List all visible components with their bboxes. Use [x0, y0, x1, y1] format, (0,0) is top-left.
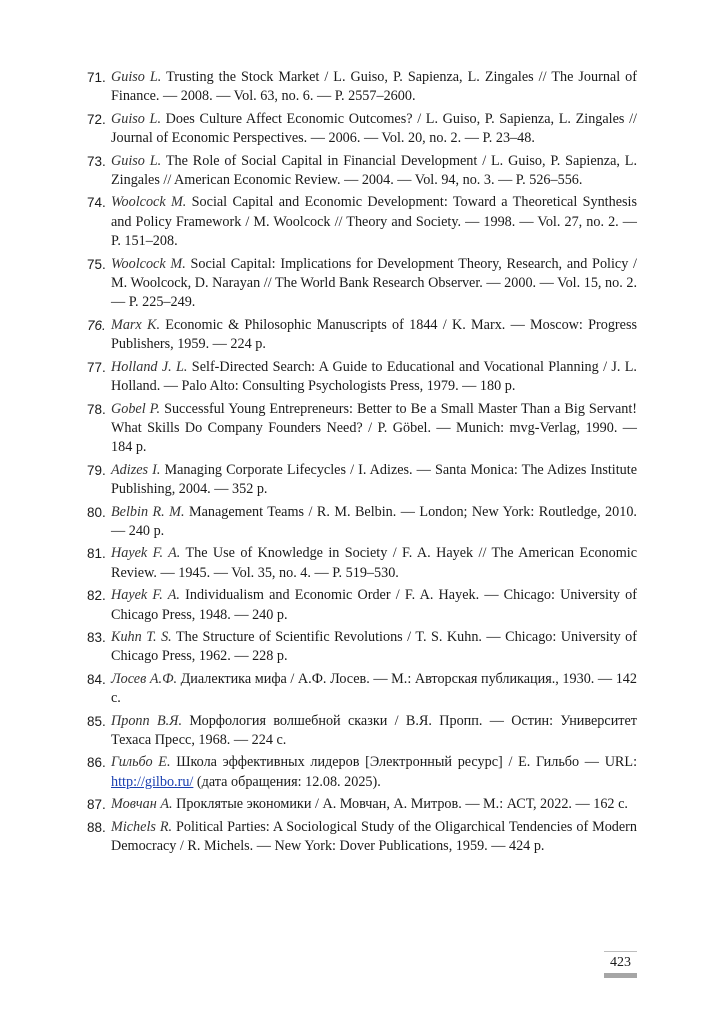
reference-item	[87, 358, 637, 397]
reference-author: Hayek F. A.	[111, 545, 181, 562]
reference-item	[87, 712, 637, 751]
reference-number: 83.	[87, 629, 106, 645]
reference-item	[87, 152, 637, 191]
reference-author: Marx K.	[111, 316, 161, 333]
reference-item	[87, 628, 637, 667]
reference-item	[87, 68, 637, 107]
reference-number: 75.	[87, 256, 106, 272]
reference-text: Managing Corporate Lifecycles / I. Adizes. — Santa Monica: The Adizes Institute Publishing, 2004. — 352 p.	[111, 461, 637, 498]
reference-item	[87, 110, 637, 149]
reference-item	[87, 795, 637, 814]
reference-item	[87, 544, 637, 583]
reference-author: Michels R.	[111, 818, 173, 835]
reference-author: Гильбо Е.	[111, 754, 171, 771]
reference-text: Does Culture Affect Economic Outcomes? / L. Guiso, P. Sapienza, L. Zingales // Journal of Economic Perspectives. — 2006. — Vol. 20, no. 2. — P. 23–48.	[111, 110, 637, 147]
reference-text: The Role of Social Capital in Financial Development / L. Guiso, P. Sapienza, L. Zingales // American Economic Review. — 2004. — Vol. 94, no. 3. — P. 526–556.	[111, 152, 637, 189]
reference-number: 87.	[87, 797, 106, 813]
reference-number: 76.	[87, 317, 106, 333]
reference-number: 80.	[87, 504, 106, 520]
reference-number: 81.	[87, 546, 106, 562]
reference-item	[87, 753, 637, 792]
reference-item	[87, 503, 637, 542]
reference-author: Kuhn T. S.	[111, 628, 172, 645]
reference-number: 82.	[87, 588, 106, 604]
reference-text: The Structure of Scientific Revolutions / T. S. Kuhn. — Chicago: University of Chicago Press, 1962. — 228 p.	[111, 628, 637, 665]
reference-text: Self-Directed Search: A Guide to Educational and Vocational Planning / J. L. Holland. — Palo Alto: Consulting Psychologists Press, 1979. — 180 p.	[111, 358, 637, 395]
reference-author: Woolcock M.	[111, 194, 187, 211]
reference-item	[87, 400, 637, 458]
reference-text: Морфология волшебной сказки / В.Я. Пропп. — Остин: Университет Техаса Пресс, 1968. — 224 с.	[111, 712, 637, 748]
reference-author: Hayek F. A.	[111, 587, 180, 604]
reference-text: Проклятые экономики / А. Мовчан, А. Митров. — М.: АСТ, 2022. — 162 с.	[172, 796, 628, 813]
reference-author: Gobel P.	[111, 400, 161, 417]
reference-number: 78.	[87, 401, 106, 417]
reference-number: 86.	[87, 755, 106, 771]
reference-item	[87, 193, 637, 251]
reference-number: 79.	[87, 462, 106, 478]
reference-number: 74.	[87, 195, 106, 211]
reference-author: Adizes I.	[111, 461, 161, 478]
reference-text: Economic & Philosophic Manuscripts of 1844 / K. Marx. — Moscow: Progress Publishers, 1959. — 224 p.	[111, 316, 637, 353]
reference-number: 77.	[87, 359, 106, 375]
reference-text: Trusting the Stock Market / L. Guiso, P. Sapienza, L. Zingales // The Journal of Finance. — 2008. — Vol. 63, no. 6. — P. 2557–2600.	[111, 69, 637, 105]
reference-item	[87, 818, 637, 857]
reference-number: 84.	[87, 671, 106, 687]
reference-item	[87, 316, 637, 355]
reference-number: 88.	[87, 819, 106, 835]
reference-item	[87, 670, 637, 709]
reference-number: 73.	[87, 153, 106, 169]
reference-text: The Use of Knowledge in Society / F. A. Hayek // The American Economic Review. — 1945. — Vol. 35, no. 4. — P. 519–530.	[111, 545, 637, 581]
reference-item	[87, 461, 637, 500]
reference-text: Successful Young Entrepreneurs: Better to Be a Small Master Than a Big Servant! What Skills Do Company Founders Need? / P. Göbel. — Munich: mvg-Verlag, 1990. — 184 p.	[111, 400, 637, 456]
reference-author: Лосев А.Ф.	[111, 670, 178, 687]
reference-text: Social Capital: Implications for Development Theory, Research, and Policy / M. Woolcock, D. Narayan // The World Bank Research Observer. — 2000. — Vol. 15, no. 2. — P. 225–249.	[111, 255, 638, 311]
reference-author: Belbin R. M.	[111, 503, 185, 520]
reference-text: Диалектика мифа / А.Ф. Лосев. — М.: Авторская публикация., 1930. — 142 с.	[111, 670, 637, 707]
reference-author: Guiso L.	[111, 152, 162, 169]
reference-text: Individualism and Economic Order / F. A. Hayek. — Chicago: University of Chicago Press, 1948. — 240 p.	[111, 587, 637, 623]
reference-number: 72.	[87, 111, 106, 127]
reference-list	[87, 68, 637, 859]
reference-text-after: (дата обращения: 12.08. 2025).	[193, 773, 381, 790]
reference-author: Guiso L.	[111, 110, 161, 127]
page-number: 423	[610, 955, 631, 970]
reference-link[interactable]: http://gilbo.ru/	[111, 773, 194, 790]
reference-author: Мовчан А.	[111, 796, 173, 813]
reference-author: Пропп В.Я.	[111, 712, 183, 729]
page-number-bar	[604, 973, 637, 978]
reference-text: Management Teams / R. M. Belbin. — London; New York: Routledge, 2010. — 240 p.	[111, 503, 637, 539]
reference-author: Guiso L.	[111, 69, 162, 85]
reference-author: Holland J. L.	[111, 358, 188, 375]
reference-author: Woolcock M.	[111, 255, 186, 272]
reference-number: 85.	[87, 713, 106, 729]
reference-text: Школа эффективных лидеров [Электронный ресурс] / Е. Гильбо — URL:	[170, 754, 638, 771]
reference-item	[87, 586, 637, 625]
reference-text: Social Capital and Economic Development: Toward a Theoretical Synthesis and Policy Framework / M. Woolcock // Theory and Society. — 1998. — Vol. 27, no. 2. — P. 151–208.	[111, 194, 637, 250]
page-number-rule	[604, 951, 637, 952]
reference-item	[87, 255, 637, 313]
reference-text: Political Parties: A Sociological Study of the Oligarchical Tendencies of Modern Democracy / R. Michels. — New York: Dover Publications, 1959. — 424 p.	[111, 818, 637, 855]
reference-number: 71.	[87, 70, 106, 85]
